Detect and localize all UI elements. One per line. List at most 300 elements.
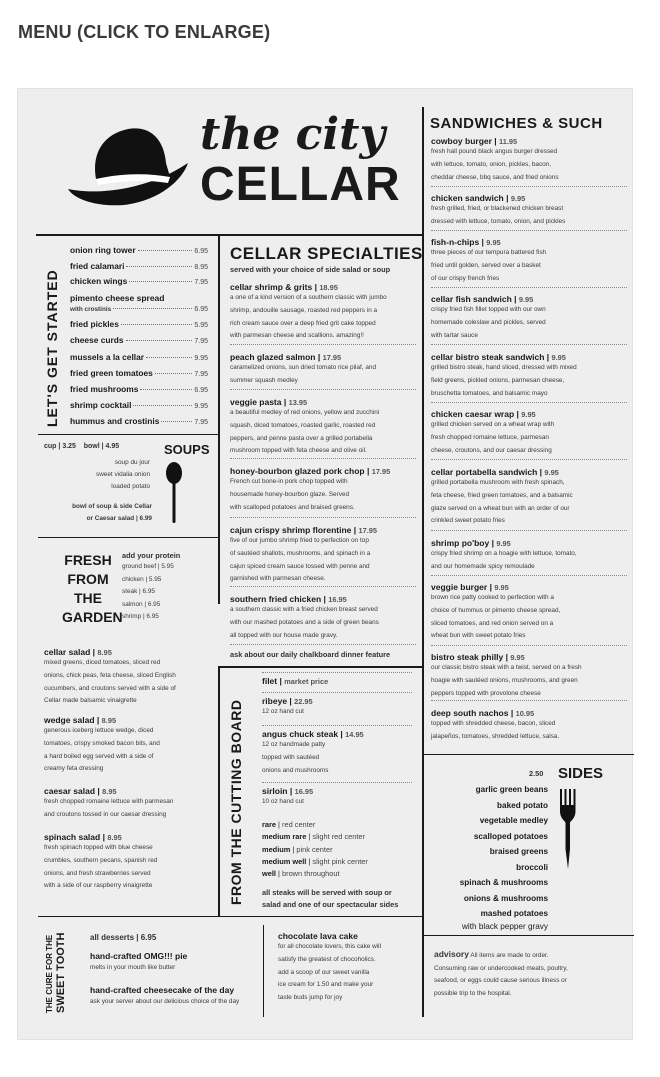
sweet-title: THE CURE FOR THE SWEET TOOTH	[45, 932, 67, 1013]
cut-price: 16.95	[294, 787, 314, 796]
specialty-header: honey-bourbon glazed pork chop | 17.95	[230, 466, 391, 476]
temp-item: medium well | slight pink center	[262, 856, 368, 866]
leader-dots	[129, 281, 192, 282]
separator	[262, 672, 412, 673]
starter-price: 6.95	[194, 248, 208, 255]
sandwich-price: 9.95	[496, 539, 511, 548]
specialty-header: cellar shrimp & grits | 18.95	[230, 282, 338, 292]
sandwich-price: 9.95	[486, 238, 501, 247]
cut-price: 14.95	[345, 730, 364, 739]
separator	[431, 459, 627, 460]
sandwich-desc: bruschetta tomatoes, and balsamic mayo	[431, 389, 548, 397]
protein-name: chicken	[122, 575, 144, 583]
sandwich-desc: and our homemade spicy remoulade	[431, 562, 535, 570]
cutting-note: all steaks will be served with soup or salad and one of our spectacular sides	[262, 888, 399, 909]
protein-price: 6.95	[146, 613, 159, 620]
specialty-desc: rich cream sauce over a deep fried grit cake topped	[230, 319, 376, 327]
salad-desc: crumbles, southern pecans, spanish red	[44, 856, 158, 864]
dessert-price: all desserts | 6.95	[90, 933, 157, 942]
specialty-header: cajun crispy shrimp florentine | 17.95	[230, 525, 377, 535]
separator	[431, 645, 627, 646]
specialty-desc: five of our jumbo shrimp fried to perfection on top	[230, 537, 369, 545]
cut-desc: 12 oz handmade patty	[262, 741, 326, 749]
specialty-desc: with parmesan cheese and scallions. amazing!!	[230, 332, 364, 340]
starter-name: fried calamari	[70, 261, 125, 271]
separator	[230, 644, 416, 645]
sandwich-desc: dressed with lettuce, tomato, onion, and pickles	[431, 217, 566, 225]
starter-name: hummus and crostinis	[70, 416, 160, 426]
side-item: baked potato	[497, 800, 548, 810]
specialty-name: peach glazed salmon	[230, 352, 316, 362]
sides-list	[428, 782, 548, 932]
starter-price: 7.95	[194, 279, 208, 286]
sandwich-name: cellar fish sandwich	[431, 294, 512, 304]
separator	[431, 344, 627, 345]
sandwich-name: chicken sandwich	[431, 193, 504, 203]
starter-name: cheese curds	[70, 335, 124, 345]
specialties-footer: ask about our daily chalkboard dinner feature	[230, 650, 391, 659]
sandwich-price: 11.95	[499, 137, 518, 146]
cut-header: sirloin | 16.95	[262, 786, 314, 796]
protein-item: shrimp | 6.95	[122, 613, 159, 620]
sandwich	[431, 136, 627, 184]
sandwich-desc: three pieces of our tempura battered fish	[431, 249, 547, 257]
cut-name: filet	[262, 676, 278, 686]
specialty-desc: shrimp, andouille sausage, roasted red peppers in a	[230, 306, 378, 314]
protein-item: chicken | 5.95	[122, 575, 162, 583]
leader-dots	[161, 421, 192, 422]
separator	[230, 458, 416, 459]
soup-sizes: cup | 3.25 bowl | 4.95	[44, 443, 120, 450]
specialty-desc: all topped with our house made gravy.	[230, 631, 338, 639]
starter-row	[70, 352, 208, 362]
separator	[431, 287, 627, 288]
salad-header: spinach salad | 8.95	[44, 832, 122, 842]
salad-desc: a hard boiled egg served with a side of	[44, 752, 154, 760]
separator	[262, 782, 412, 783]
specialty-price: 17.95	[322, 353, 342, 362]
leader-dots	[133, 405, 192, 406]
sandwich	[431, 237, 627, 285]
leader-dots	[121, 324, 192, 325]
protein-list	[122, 561, 174, 624]
sandwich-desc: with tartar sauce	[431, 331, 478, 339]
sandwich-header: chicken sandwich | 9.95	[431, 193, 526, 203]
specialty-price: 17.95	[371, 467, 391, 476]
separator	[262, 692, 412, 693]
specialty-header: southern fried chicken | 16.95	[230, 594, 347, 604]
protein-name: shrimp	[122, 613, 142, 620]
protein-name: steak	[122, 588, 138, 595]
sandwich-desc: our classic bistro steak with a twist, served on a fresh	[431, 664, 582, 672]
sandwich-desc: of our crispy french fries	[431, 274, 500, 282]
sandwich	[431, 582, 627, 643]
sandwich-desc: topped with shredded cheese, bacon, sliced	[431, 720, 556, 728]
separator	[230, 517, 416, 518]
specialty-name: veggie pasta	[230, 397, 282, 407]
sandwich	[431, 538, 627, 574]
separator	[431, 700, 627, 701]
sandwich-desc: fried until golden, served over a basket	[431, 261, 541, 269]
specialty-name: cajun crispy shrimp florentine	[230, 525, 352, 535]
soups-title: SOUPS	[164, 442, 210, 457]
sandwich-desc: grilled portabella mushroom with fresh spinach,	[431, 479, 565, 487]
sandwich-desc: fresh chopped romaine lettuce, parmesan	[431, 433, 549, 441]
dessert-omg: hand-crafted OMG!!! pie melts in your mouth like butter	[90, 951, 188, 972]
cut-price: 22.95	[294, 697, 313, 706]
side-item: garlic green beans	[475, 785, 548, 794]
sandwich-header: cellar bistro steak sandwich | 9.95	[431, 352, 566, 362]
starter-price: 8.95	[194, 264, 208, 271]
starter-name-2: with crostinis	[70, 306, 112, 313]
logo-bottom: CELLAR	[200, 158, 401, 211]
specialty-desc: housemade honey-bourbon glaze. Served	[230, 490, 350, 498]
protein-price: 5.95	[161, 563, 174, 570]
starter-name: fried green tomatoes	[70, 368, 153, 378]
specialty-desc: peppers, and penne pasta over a grilled portabella	[230, 434, 373, 442]
sandwich-desc: choice of hummus or pimento cheese spread,	[431, 606, 561, 614]
sandwich-desc: glaze served on a wheat bun with an order of our	[431, 504, 570, 512]
sandwich-header: shrimp po'boy | 9.95	[431, 538, 511, 548]
leader-dots	[146, 357, 192, 358]
temp-item: well | brown throughout	[262, 869, 340, 879]
salad-desc: creamy feta dressing	[44, 765, 104, 773]
salad-name: cellar salad	[44, 647, 91, 657]
soup-list: soup du jour sweet vidalia onion loaded potato	[96, 459, 150, 490]
sandwich-desc: fresh hall pound black angus burger dressed	[431, 148, 558, 156]
specialty	[230, 525, 418, 586]
leader-dots	[140, 389, 192, 390]
temp-name: well	[262, 869, 276, 879]
sandwich-desc: grilled bistro steak, hand sliced, dressed with mixed	[431, 364, 577, 372]
hat-icon	[66, 117, 194, 217]
protein-item: salmon | 6.95	[122, 600, 161, 608]
sandwich	[431, 467, 627, 528]
cut-price: market price	[284, 677, 329, 686]
protein-price: 5.95	[148, 575, 162, 583]
starter-price: 7.95	[194, 338, 208, 345]
side-item: onions & mushrooms	[463, 893, 548, 903]
starter-row	[70, 261, 208, 271]
sides-price: 2.50	[529, 769, 544, 778]
sandwich-desc: cheese, croutons, and our caesar dressing	[431, 446, 552, 454]
specialty-desc: summer squash medley	[230, 376, 298, 384]
starter-name: chicken wings	[70, 276, 128, 286]
specialty-desc: mushroom topped with feta cheese and olive oil.	[230, 447, 367, 455]
specialty-desc: a southern classic with a fried chicken breast served	[230, 606, 378, 614]
sandwich-price: 10.95	[515, 709, 535, 718]
specialty-desc: a one of a kind version of a southern classic with jumbo	[230, 294, 387, 302]
specialties-title: CELLAR SPECIALTIES	[230, 244, 423, 263]
sandwich-name: cellar bistro steak sandwich	[431, 352, 545, 362]
salad-name: wedge salad	[44, 715, 95, 725]
separator	[230, 344, 416, 345]
protein-item: ground beef | 5.95	[122, 563, 174, 570]
sandwich-desc: wheat bun with sweet potato fries	[431, 632, 526, 640]
fork-icon	[558, 789, 578, 869]
leader-dots	[126, 266, 192, 267]
starter-row	[70, 276, 208, 286]
specialty	[230, 397, 418, 458]
cut-header: filet | market price	[262, 676, 329, 686]
protein-price: 6.95	[147, 600, 161, 608]
salad	[44, 647, 216, 708]
sandwich-desc: cheddar cheese, bbq sauce, and fried onions	[431, 173, 559, 181]
temp-name: medium	[262, 844, 291, 854]
spoon-icon	[164, 461, 184, 525]
protein-title: add your protein	[122, 551, 181, 560]
salad-desc: fresh spinach topped with blue cheese	[44, 844, 153, 852]
specialty-name: honey-bourbon glazed pork chop	[230, 466, 365, 476]
specialty	[230, 466, 418, 514]
sandwich-price: 9.95	[518, 295, 534, 304]
side-item: braised greens	[489, 847, 548, 856]
salad-desc: tomatoes, crispy smoked bacon bits, and	[44, 739, 160, 747]
salad-desc: mixed greens, diced tomatoes, sliced red	[44, 659, 161, 667]
sandwich-desc: crinkled sweet potato fries	[431, 517, 505, 525]
sandwich-name: fish-n-chips	[431, 237, 480, 247]
leader-dots	[126, 340, 193, 341]
specialty-desc: squash, diced tomatoes, roasted garlic, roasted red	[230, 421, 376, 429]
temp-desc: brown throughout	[282, 869, 340, 879]
temp-name: medium rare	[262, 832, 307, 842]
cut-header: angus chuck steak | 14.95	[262, 729, 364, 739]
sandwich-price: 9.95	[510, 653, 525, 662]
sandwich	[431, 294, 627, 342]
specialty-desc: cajun spiced cream sauce tossed with penne and	[230, 562, 370, 570]
sandwich-name: shrimp po'boy	[431, 538, 490, 548]
cut-desc: 10 oz hand cut	[262, 798, 304, 806]
temp-name: medium well	[262, 856, 307, 866]
cut-desc: topped with sautéed	[262, 753, 320, 761]
starter-price: 7.95	[194, 419, 208, 426]
sandwich	[431, 708, 627, 744]
salad-price: 8.95	[101, 716, 117, 725]
sandwich-desc: grilled chicken served on a wheat wrap with	[431, 421, 555, 429]
starter-price: 9.95	[194, 355, 208, 362]
page-heading: MENU (CLICK TO ENLARGE)	[18, 22, 271, 42]
separator	[431, 575, 627, 576]
soup-combo: bowl of soup & side Cellar or Caesar salad | 6.99	[72, 503, 152, 522]
salad-price: 8.95	[107, 833, 122, 842]
temperature-list	[262, 819, 368, 880]
starter-name: fried pickles	[70, 319, 119, 329]
salad-desc: and croutons tossed in our caesar dressing	[44, 810, 167, 818]
specialty-price: 18.95	[319, 283, 338, 292]
sandwiches-title: SANDWICHES & SUCH	[430, 115, 603, 132]
salad	[44, 832, 216, 893]
salad-desc: with a side of our raspberry vinaigrette	[44, 882, 153, 890]
specialty-desc: with our mashed potatoes and a side of green beans	[230, 618, 379, 626]
starter-row	[70, 335, 208, 345]
specialty-name: cellar shrimp & grits	[230, 282, 313, 292]
sandwich-desc: crispy fried fish fillet topped with our own	[431, 306, 546, 314]
side-item: broccoli	[516, 862, 548, 872]
separator	[230, 586, 416, 587]
salad-price: 8.95	[102, 787, 117, 796]
starter-price: 9.95	[194, 403, 208, 410]
sandwich-name: cellar portabella sandwich	[431, 467, 538, 477]
protein-name: ground beef	[122, 563, 157, 570]
temp-item: medium rare | slight red center	[262, 832, 365, 842]
starter-row	[70, 384, 208, 394]
sandwich	[431, 652, 627, 700]
menu-image[interactable]	[17, 88, 633, 1040]
cut-item	[262, 729, 412, 777]
sandwich-name: chicken caesar wrap	[431, 409, 515, 419]
starter-name: fried mushrooms	[70, 384, 139, 394]
specialty-name: southern fried chicken	[230, 594, 322, 604]
sandwich-desc: homemade coleslaw and pickles, served	[431, 318, 546, 326]
sandwich-name: cowboy burger	[431, 136, 492, 146]
starter-name: shrimp cocktail	[70, 400, 132, 410]
salad	[44, 715, 216, 776]
cut-desc: 12 oz hand cut	[262, 708, 304, 716]
starter-name: pimento cheese spread	[70, 293, 165, 303]
side-item: mashed potatoes	[480, 909, 548, 918]
starter-price: 6.95	[194, 306, 208, 313]
separator	[230, 389, 416, 390]
garden-title: FRESH FROM THE GARDEN	[62, 552, 123, 625]
sandwich-header: cellar portabella sandwich | 9.95	[431, 467, 559, 477]
salad-header: wedge salad | 8.95	[44, 715, 117, 725]
dessert-lava: chocolate lava cake for all chocolate lovers, this cake will satisfy the greatest of chocoholics. add a scoop of our sweet vanilla ice cream for 1.50 and make your taste buds jump for joy	[278, 931, 382, 1001]
temp-desc: slight pink center	[312, 856, 368, 866]
sandwich-header: fish-n-chips | 9.95	[431, 237, 501, 247]
specialty-desc: garnished with parmesan cheese.	[230, 575, 326, 583]
dessert-cheesecake: hand-crafted cheesecake of the day ask your server about our delicious choice of the day	[90, 985, 240, 1006]
starter-price: 5.95	[194, 322, 208, 329]
cut-name: ribeye	[262, 696, 288, 706]
sandwich-header: chicken caesar wrap | 9.95	[431, 409, 536, 419]
temp-item: rare | red center	[262, 820, 316, 829]
separator	[431, 530, 627, 531]
sandwich-desc: jalapeños, tomatoes, shredded lettuce, salsa.	[431, 732, 560, 740]
cut-name: angus chuck steak	[262, 729, 339, 739]
sandwich-header: cellar fish sandwich | 9.95	[431, 294, 534, 304]
salad-name: caesar salad	[44, 786, 96, 796]
specialty-price: 17.95	[358, 526, 377, 535]
salad-price: 8.95	[97, 648, 112, 657]
sandwich-header: deep south nachos | 10.95	[431, 708, 535, 718]
logo-top: the city	[200, 109, 386, 160]
sandwich-desc: brown rice patty cooked to perfection with a	[431, 594, 554, 602]
leader-dots	[113, 308, 192, 309]
specialty-desc: with scalloped potatoes and braised greens.	[230, 503, 355, 511]
temp-desc: pink center	[296, 844, 333, 854]
sandwich-desc: feta cheese, fried green tomatoes, and a balsamic	[431, 491, 573, 499]
temp-desc: red center	[282, 820, 316, 829]
temp-desc: slight red center	[312, 832, 365, 842]
cut-header: ribeye | 22.95	[262, 696, 313, 706]
starter-row	[70, 416, 208, 426]
starter-row	[70, 319, 208, 329]
sandwich-desc: hoagie with sautéed onions, mushrooms, and green	[431, 676, 578, 684]
cut-item	[262, 676, 412, 686]
specialty	[230, 594, 418, 642]
protein-price: 6.95	[142, 588, 155, 595]
starter-name: mussels a la cellar	[70, 352, 145, 362]
starters-title: LET'S GET STARTED	[44, 269, 60, 427]
sandwich-desc: field greens, pickled onions, parmesan cheese,	[431, 376, 565, 384]
salad-header: caesar salad | 8.95	[44, 786, 117, 796]
sandwich	[431, 409, 627, 457]
salad-desc: generous iceberg lettuce wedge, diced	[44, 727, 154, 735]
cut-desc: onions and mushrooms	[262, 766, 329, 774]
sandwich-price: 9.95	[510, 194, 526, 203]
salad-name: spinach salad	[44, 832, 101, 842]
sandwich-name: veggie burger	[431, 582, 488, 592]
starter-row	[70, 400, 208, 410]
specialty-desc: a beautiful medley of red onions, yellow and zucchini	[230, 409, 380, 417]
protein-name: salmon	[122, 600, 143, 608]
cut-item	[262, 786, 412, 809]
advisory: advisory All items are made to order. Consuming raw or undercooked meats, poultry, seafood, or eggs could cause serious illness or possible trip to the hospital.	[434, 949, 568, 998]
sandwich-price: 9.95	[551, 353, 566, 362]
sandwich-desc: fresh grilled, fried, or blackened chicken breast	[431, 205, 564, 213]
cutting-title: FROM THE CUTTING BOARD	[228, 699, 244, 905]
side-item: vegetable medley	[479, 816, 548, 825]
salad-desc: Cellar made balsamic vinaigrette	[44, 697, 137, 705]
separator	[431, 230, 627, 231]
salad-desc: onions, and fresh strawberries served	[44, 869, 151, 877]
sandwich-desc: with lettuce, tomato, onion, pickles, bacon,	[431, 160, 552, 168]
starter-row	[70, 306, 208, 313]
cut-item	[262, 696, 412, 719]
sandwich-desc: sliced tomatoes, and red onion served on a	[431, 619, 554, 627]
leader-dots	[155, 373, 193, 374]
salad-header: cellar salad | 8.95	[44, 647, 112, 657]
sandwich-price: 9.95	[544, 468, 559, 477]
sandwich-header: bistro steak philly | 9.95	[431, 652, 525, 662]
salad-desc: onions, chick peas, feta cheese, sliced English	[44, 671, 176, 679]
specialty	[230, 282, 418, 343]
separator	[262, 725, 412, 726]
sandwich-price: 9.95	[494, 583, 509, 592]
specialties-subtitle: served with your choice of side salad or soup	[230, 265, 391, 274]
starter-name: onion ring tower	[70, 245, 136, 255]
specialty-desc: caramelized onions, sun dried tomato rice pilaf, and	[230, 364, 376, 372]
starter-row	[70, 245, 208, 255]
side-item: scalloped potatoes	[473, 831, 548, 841]
starter-row	[70, 368, 208, 378]
salad-desc: cucumbers, and croutons served with a side of	[44, 684, 176, 692]
separator	[431, 402, 627, 403]
side-item: with black pepper gravy	[461, 921, 548, 931]
separator	[431, 186, 627, 187]
specialty-header: peach glazed salmon | 17.95	[230, 352, 342, 362]
sandwich-name: bistro steak philly	[431, 652, 504, 662]
temp-item: medium | pink center	[262, 844, 333, 854]
sandwich-price: 9.95	[521, 410, 536, 419]
leader-dots	[138, 250, 193, 251]
sandwich	[431, 193, 627, 229]
salad	[44, 786, 216, 822]
sandwich-name: deep south nachos	[431, 708, 509, 718]
cut-name: sirloin	[262, 786, 288, 796]
sandwich-header: cowboy burger | 11.95	[431, 136, 518, 146]
specialty-desc: French cut bone-in pork chop topped with	[230, 478, 348, 486]
specialty-desc: of sautéed shallots, mushrooms, and spinach in a	[230, 549, 371, 557]
starter-price: 6.95	[194, 387, 208, 394]
specialty-header: veggie pasta | 13.95	[230, 397, 308, 407]
sandwich-desc: peppers topped with provolone cheese	[431, 689, 541, 697]
salad-desc: fresh chopped romaine lettuce with parmesan	[44, 798, 174, 806]
sandwich-desc: crispy fried shrimp on a hoagie with lettuce, tomato,	[431, 550, 577, 558]
specialty-price: 16.95	[328, 595, 347, 604]
sandwich	[431, 352, 627, 400]
specialty-price: 13.95	[288, 398, 308, 407]
